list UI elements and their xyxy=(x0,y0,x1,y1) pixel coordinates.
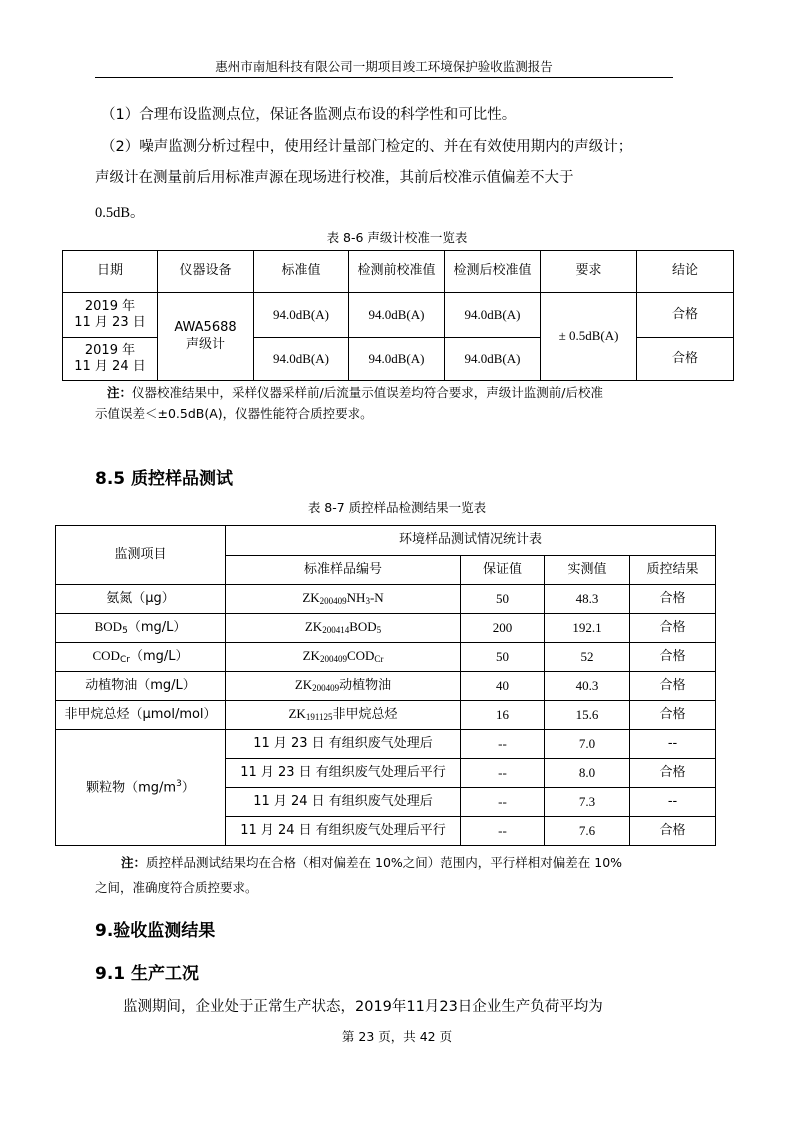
date-year: 2019 年 xyxy=(84,298,136,314)
code-analyte: 动植物油 xyxy=(339,678,392,694)
intro-line-3: 声级计在测量前后用标准声源在现场进行校准，其前后校准示值偏差不大于 xyxy=(95,170,574,186)
guarantee-value: 40 xyxy=(461,672,545,701)
item-cell xyxy=(56,614,226,643)
code-prefix: ZK xyxy=(304,619,323,635)
result-value: 合格 xyxy=(630,701,716,730)
code-analyte-sub: Cr xyxy=(374,654,384,665)
measured-value: 7.6 xyxy=(545,817,630,846)
conclusion-value: 合格 xyxy=(637,293,734,338)
intro-line-4: 0.5dB。 xyxy=(95,205,145,221)
page-footer: 第 23 页，共 42 页 xyxy=(341,1029,453,1044)
code-prefix: ZK xyxy=(302,590,320,606)
sample-label: 11 月 23 日 有组织废气处理后平行 xyxy=(226,759,461,788)
header-item: 监测项目 xyxy=(56,526,226,585)
table-row xyxy=(56,643,716,672)
table-row xyxy=(56,701,716,730)
standard-value: 94.0dB(A) xyxy=(254,293,349,338)
result-value: 合格 xyxy=(630,672,716,701)
date-cell xyxy=(63,293,158,338)
result-value: 合格 xyxy=(630,585,716,614)
measured-value: 7.0 xyxy=(545,730,630,759)
item-cell: 动植物油（mg/L） xyxy=(56,672,226,701)
date-day: 11 月 24 日 xyxy=(74,359,146,374)
before-value: 94.0dB(A) xyxy=(349,338,445,381)
header-after: 检测后校准值 xyxy=(445,251,541,293)
code-prefix: ZK xyxy=(302,648,320,664)
item-sup: 3 xyxy=(176,778,182,789)
table-row xyxy=(56,730,716,759)
result-value: 合格 xyxy=(630,614,716,643)
code-number: 200409 xyxy=(319,654,347,665)
guarantee-value: 50 xyxy=(461,585,545,614)
code-analyte-sub: 5 xyxy=(376,625,382,636)
note-text: 质控样品测试结果均在合格（相对偏差在 10%之间）范围内，平行样相对偏差在 10% xyxy=(146,855,623,870)
sample-label: 11 月 24 日 有组织废气处理后平行 xyxy=(226,817,461,846)
item-cell: 非甲烷总烃（μmol/mol） xyxy=(56,701,226,730)
table-row xyxy=(56,672,716,701)
table-8-7-note-line-1 xyxy=(121,853,622,871)
guarantee-value: 200 xyxy=(461,614,545,643)
section-9-1-heading: 9.1 生产工况 xyxy=(95,964,200,984)
section-9-1-body: 监测期间，企业处于正常生产状态，2019年11月23日企业生产负荷平均为 xyxy=(123,999,603,1015)
standard-value: 94.0dB(A) xyxy=(254,338,349,381)
item-cell: 氨氮（μg） xyxy=(56,585,226,614)
header-code: 标准样品编号 xyxy=(226,556,461,585)
result-value: -- xyxy=(630,730,716,759)
item-cell xyxy=(56,643,226,672)
measured-value: 192.1 xyxy=(545,614,630,643)
date-year: 2019 年 xyxy=(84,342,136,358)
measured-value: 7.3 xyxy=(545,788,630,817)
sample-label: 11 月 23 日 有组织废气处理后 xyxy=(226,730,461,759)
guarantee-value: -- xyxy=(461,759,545,788)
table-header-row xyxy=(56,526,716,556)
after-value: 94.0dB(A) xyxy=(445,293,541,338)
intro-line-2: （2）噪声监测分析过程中，使用经计量部门检定的、并在有效使用期内的声级计； xyxy=(101,139,633,155)
item-prefix: COD xyxy=(92,647,120,663)
qc-sample-table xyxy=(55,525,716,846)
measured-value: 48.3 xyxy=(545,585,630,614)
code-analyte: 非甲烷总烃 xyxy=(332,707,398,723)
code-cell xyxy=(226,614,461,643)
guarantee-value: -- xyxy=(461,730,545,759)
header-standard: 标准值 xyxy=(254,251,349,293)
item-unit: （mg/L） xyxy=(129,648,189,664)
code-number: 200409 xyxy=(319,596,347,607)
header-result: 质控结果 xyxy=(630,556,716,585)
item-sub: 5 xyxy=(122,625,128,636)
before-value: 94.0dB(A) xyxy=(349,293,445,338)
sample-label: 11 月 24 日 有组织废气处理后 xyxy=(226,788,461,817)
code-number: 191125 xyxy=(305,712,333,723)
measured-value: 8.0 xyxy=(545,759,630,788)
table-8-7-caption: 表 8-7 质控样品检测结果一览表 xyxy=(307,500,487,515)
code-analyte: NH xyxy=(346,590,366,606)
page-header: 惠州市南旭科技有限公司一期项目竣工环境保护验收监测报告 xyxy=(95,57,673,78)
requirement-value: ± 0.5dB(A) xyxy=(541,293,637,381)
note-label: 注： xyxy=(121,855,147,870)
device-cell xyxy=(158,293,254,381)
device-model: AWA5688 xyxy=(174,320,237,336)
device-name: 声级计 xyxy=(185,336,225,352)
table-8-7-note-line-2: 之间，准确度符合质控要求。 xyxy=(95,880,258,895)
result-value: -- xyxy=(630,788,716,817)
code-prefix: ZK xyxy=(288,706,306,722)
table-8-6-caption: 表 8-6 声级计校准一览表 xyxy=(326,230,468,245)
date-day: 11 月 23 日 xyxy=(74,315,146,330)
code-cell xyxy=(226,701,461,730)
header-guarantee: 保证值 xyxy=(461,556,545,585)
after-value: 94.0dB(A) xyxy=(445,338,541,381)
result-value: 合格 xyxy=(630,817,716,846)
result-value: 合格 xyxy=(630,759,716,788)
section-8-5-heading: 8.5 质控样品测试 xyxy=(95,469,234,489)
guarantee-value: 50 xyxy=(461,643,545,672)
table-row xyxy=(56,614,716,643)
measured-value: 52 xyxy=(545,643,630,672)
calibration-table xyxy=(62,250,734,381)
table-row xyxy=(63,293,734,338)
code-cell xyxy=(226,585,461,614)
note-label: 注： xyxy=(107,385,133,400)
table-8-6-note-line-1 xyxy=(107,383,603,401)
table-header-row xyxy=(63,251,734,293)
item-unit: （mg/L） xyxy=(127,619,187,635)
header-measured: 实测值 xyxy=(545,556,630,585)
code-analyte-tail: -N xyxy=(369,590,384,606)
item-suffix: ） xyxy=(181,780,195,796)
item-prefix: BOD xyxy=(94,618,123,634)
code-analyte-sub: 3 xyxy=(365,596,370,607)
code-number: 200414 xyxy=(322,625,350,636)
table-row xyxy=(56,585,716,614)
header-before: 检测前校准值 xyxy=(349,251,445,293)
guarantee-value: -- xyxy=(461,817,545,846)
item-prefix: 颗粒物（mg/m xyxy=(86,780,177,796)
header-device: 仪器设备 xyxy=(158,251,254,293)
date-cell xyxy=(63,338,158,381)
measured-value: 15.6 xyxy=(545,701,630,730)
measured-value: 40.3 xyxy=(545,672,630,701)
header-date: 日期 xyxy=(63,251,158,293)
result-value: 合格 xyxy=(630,643,716,672)
section-9-heading: 9.验收监测结果 xyxy=(95,921,216,941)
conclusion-value: 合格 xyxy=(637,338,734,381)
code-prefix: ZK xyxy=(294,677,313,693)
table-8-6-note-line-2: 示值误差＜±0.5dB(A)，仪器性能符合质控要求。 xyxy=(95,406,373,421)
code-cell xyxy=(226,672,461,701)
header-group: 环境样品测试情况统计表 xyxy=(226,526,716,556)
guarantee-value: -- xyxy=(461,788,545,817)
header-requirement: 要求 xyxy=(541,251,637,293)
item-sub: Cr xyxy=(119,654,130,665)
header-conclusion: 结论 xyxy=(637,251,734,293)
intro-line-1: （1）合理布设监测点位，保证各监测点布设的科学性和可比性。 xyxy=(101,107,517,123)
code-analyte: COD xyxy=(346,648,375,664)
particle-item-cell xyxy=(56,730,226,846)
note-text: 仪器校准结果中，采样仪器采样前/后流量示值误差均符合要求，声级计监测前/后校准 xyxy=(132,385,603,400)
code-analyte: BOD xyxy=(349,619,377,635)
guarantee-value: 16 xyxy=(461,701,545,730)
code-number: 200409 xyxy=(312,683,340,694)
code-cell xyxy=(226,643,461,672)
